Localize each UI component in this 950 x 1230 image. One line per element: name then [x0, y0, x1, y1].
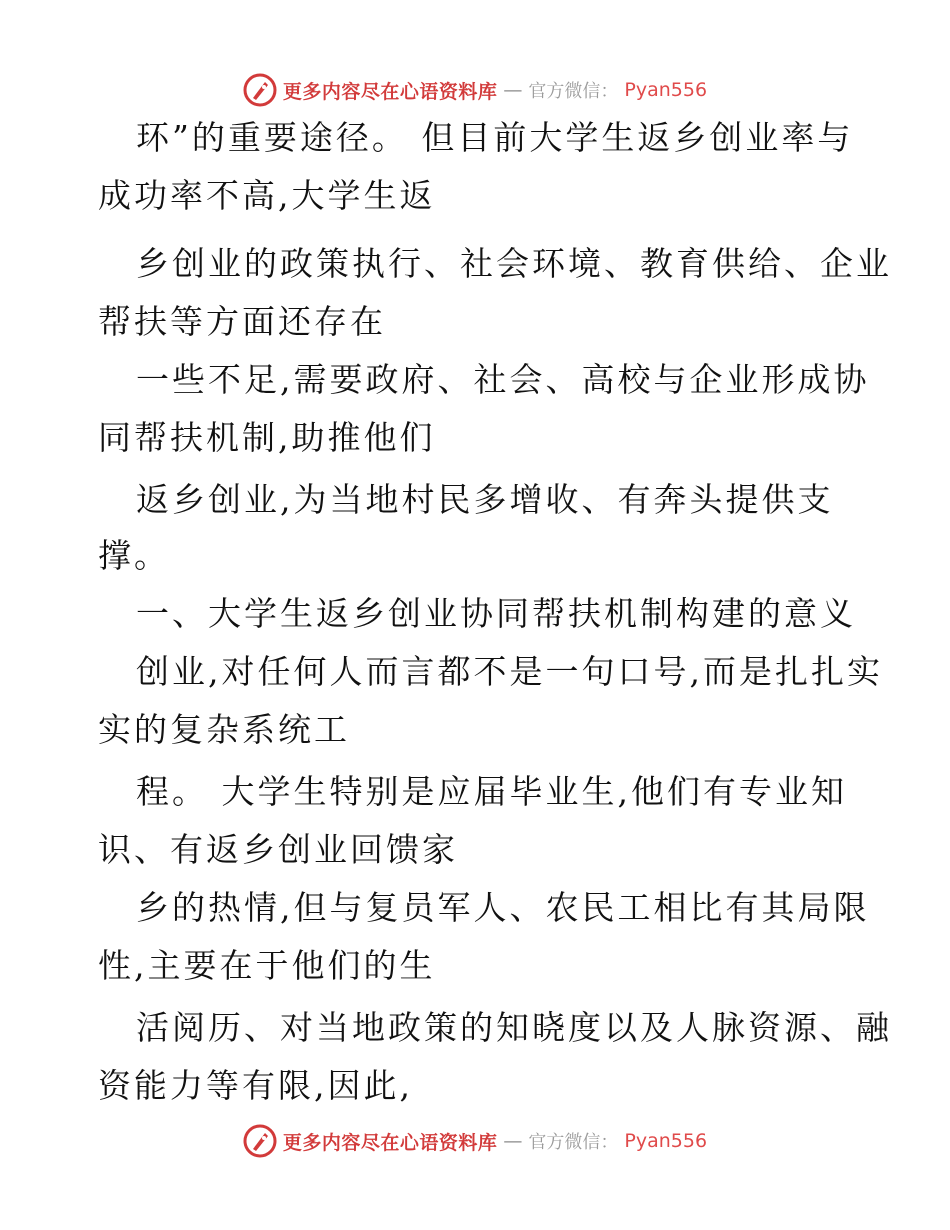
body-line: 同帮扶机制,助推他们 [98, 418, 436, 457]
body-line: 资能力等有限,因此, [98, 1066, 413, 1105]
body-line: 环”的重要途径。 但目前大学生返乡创业率与 [136, 118, 854, 157]
header-banner-title: 更多内容尽在心语资料库 [282, 80, 498, 103]
body-line: 乡创业的政策执行、社会环境、教育供给、企业 [136, 244, 892, 283]
header-banner [0, 70, 950, 110]
footer-banner-title: 更多内容尽在心语资料库 [282, 1131, 498, 1154]
body-line: 程。 大学生特别是应届毕业生,他们有专业知 [136, 772, 847, 811]
footer-banner [0, 1121, 950, 1161]
header-banner-content [243, 73, 707, 107]
body-line: 乡的热情,但与复员军人、农民工相比有其局限 [136, 888, 870, 927]
pen-nib-logo-icon [243, 1124, 277, 1158]
footer-banner-content [243, 1124, 707, 1158]
body-line: 性,主要在于他们的生 [98, 946, 436, 985]
footer-banner-wechat-label: 官方微信： [528, 1132, 619, 1153]
body-line: 返乡创业,为当地村民多增收、有奔头提供支 [136, 480, 834, 519]
footer-banner-wechat-handle: Pyan556 [624, 1130, 708, 1152]
footer-banner-dash: — [503, 1130, 523, 1152]
header-banner-wechat-handle: Pyan556 [624, 79, 708, 101]
header-banner-dash: — [503, 79, 523, 101]
body-line: 活阅历、对当地政策的知晓度以及人脉资源、融 [136, 1008, 892, 1047]
body-line: 实的复杂系统工 [98, 710, 350, 749]
body-line: 一些不足,需要政府、社会、高校与企业形成协 [136, 360, 870, 399]
body-line: 成功率不高,大学生返 [98, 176, 436, 215]
section-heading: 一、大学生返乡创业协同帮扶机制构建的意义 [136, 594, 856, 633]
body-line: 帮扶等方面还存在 [98, 302, 386, 341]
body-line: 撑。 [98, 536, 170, 575]
body-line: 创业,对任何人而言都不是一句口号,而是扎扎实 [136, 652, 883, 691]
body-line: 识、有返乡创业回馈家 [98, 830, 458, 869]
header-banner-wechat-label: 官方微信： [528, 81, 619, 102]
pen-nib-logo-icon [243, 73, 277, 107]
